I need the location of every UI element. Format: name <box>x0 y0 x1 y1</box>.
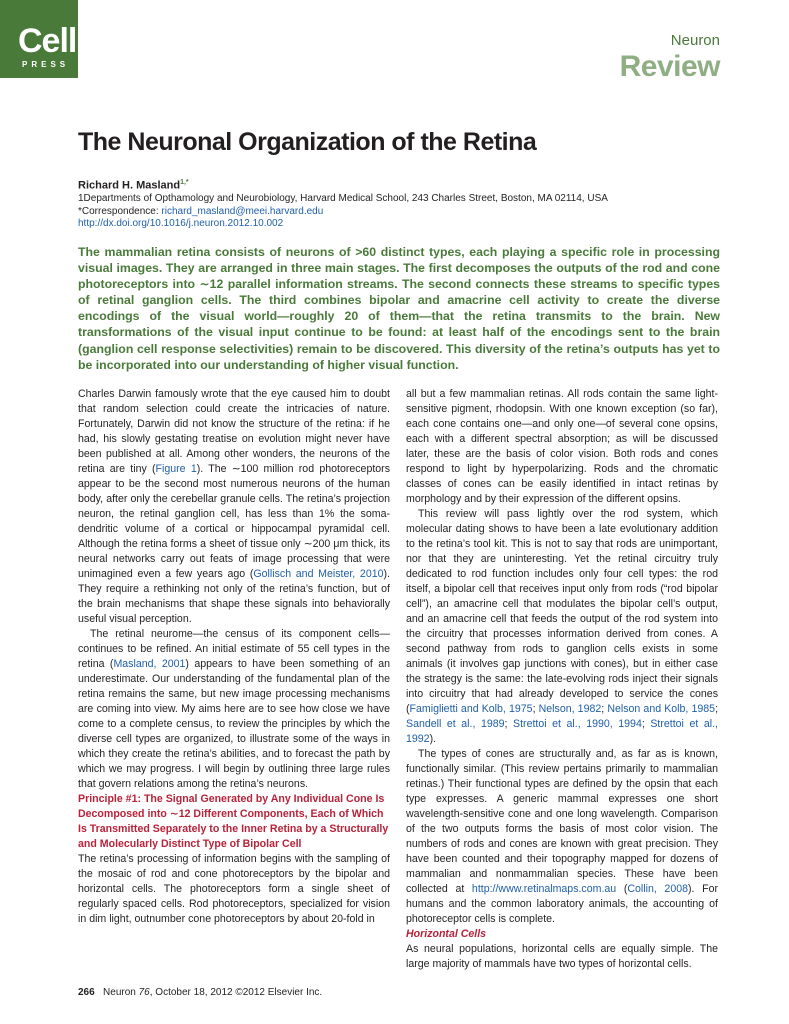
paragraph: Charles Darwin famously wrote that the eye caused him to doubt that random selection could create the intricacies of nature. Fortunately, Darwin did not know the structure of the retina: if he had, his slowly gestating treatise on evolution might never have been published at all. Among other wonders, the neurons of the retina are tiny (Figure 1). The ∼100 million rod photoreceptors appear to be the second most numerous neurons of the human body, after only the cerebellar granule cells. The retina’s projection neuron, the retinal ganglion cell, has less than 1% the soma-dendritic volume of a cortical or hippocampal pyramidal cell. Although the retina forms a sheet of tissue only ∼200 μm thick, its neural networks carry out feats of image processing that were unimagined even a few years ago (Gollisch and Meister, 2010). They require a rethinking not only of the retina’s function, but of the brain mechanisms that shape these signals into behaviorally useful visual perception. <box>78 388 391 625</box>
reference-link[interactable]: Gollisch and Meister, 2010 <box>253 568 384 580</box>
author-line <box>78 179 189 192</box>
paragraph: The types of cones are structurally and, as far as is known, functionally similar. (This review pertains primarily to mammalian retinas.) Their functional types are defined by the opsin that each type expresses. A generic mammal expresses one short wavelength-sensitive cone and one long wavelength. Comparison of the two outputs forms the basis of most color vision. The numbers of rods and cones are known with great precision. They have been counted and their topography mapped for dozens of mammalian and nonmammalian species. These have been collected at http://www.retinalmaps.com.au (Collin, 2008). For humans and the common laboratory animals, the accounting of photoreceptor cells is complete. <box>406 748 718 925</box>
subsection-heading: Horizontal Cells <box>406 928 487 940</box>
journal-name: Neuron <box>670 32 720 49</box>
reference-link[interactable]: Sandell et al., 1989 <box>406 718 505 730</box>
paragraph: The retinal neurome—the census of its component cells—continues to be refined. An initial estimate of 55 cell types in the retina (Masland, 2001) appears to have been something of an underestimate. Our understanding of the fundamental plan of the retina remains the same, but new image processing mechanisms are coming into view. My aims here are to see how close we have come to a complete census, to review the principles by which the diverse cell types are organized, to illustrate some of the ways in which they create the retina’s abilities, and to forecast the path by which we may progress. I will begin by outlining three large rules that govern relations among the retina’s neurons. <box>78 628 390 790</box>
paragraph: This review will pass lightly over the rod system, which molecular dating shows to have been a late evolutionary addition to the retina’s tool kit. This is not to say that rods are unimportant, nor that they are uninteresting. Yet the retinal circuitry truly dedicated to rod function includes only four cell types: the rod itself, a bipolar cell that receives input only from rods (“rod bipolar cell”), an amacrine cell that modulates the bipolar cell’s output, and an amacrine cell that feeds the output of the rod system into the circuitry that processes information derived from cones. A second pathway from rods to ganglion cells exists in some animals (it involves gap junctions with cones), but in either case the strategy is the same: the late-evolving rods inject their signals into circuitry that had already developed to service the cones (Famiglietti and Kolb, 1975; Nelson, 1982; Nelson and Kolb, 1985; Sandell et al., 1989; Strettoi et al., 1990, 1994; Strettoi et al., 1992). <box>406 508 719 745</box>
figure-link[interactable]: Figure 1 <box>155 463 197 475</box>
reference-link[interactable]: Masland, 2001 <box>113 658 186 670</box>
cell-press-logo <box>0 0 78 78</box>
affiliation: 1Departments of Opthamology and Neurobiology, Harvard Medical School, 243 Charles Street, Boston, MA 02114, USA <box>78 193 608 204</box>
volume: 76 <box>138 987 150 998</box>
reference-link[interactable]: Collin, 2008 <box>627 883 688 895</box>
reference-link[interactable]: Nelson and Kolb, 1985 <box>607 703 716 715</box>
author-name: Richard H. Masland <box>78 179 181 192</box>
page-number: 266 <box>78 987 95 998</box>
citation-prefix: Neuron <box>103 987 139 998</box>
paragraph: all but a few mammalian retinas. All rods contain the same light-sensitive pigment, rhodopsin. With one known exception (so far), each cone contains one—and only one—of several cone opsins, each with a different spectral absorption; as will be discussed later, these are the basis of color vision. Both rods and cones respond to light by hyperpolarizing. Rods and the chromatic classes of cones can be easily identified in intact retinas by morphology and by their expression of the different opsins. <box>406 388 718 505</box>
author-superscript: 1,* <box>180 179 189 186</box>
reference-link[interactable]: Nelson, 1982 <box>538 703 602 715</box>
section-label: Review <box>619 50 720 83</box>
correspondence-email-link[interactable]: richard_masland@meei.harvard.edu <box>161 205 324 217</box>
citation-suffix: , October 18, 2012 ©2012 Elsevier Inc. <box>149 987 323 998</box>
reference-link[interactable]: Strettoi et al., 1990, 1994 <box>513 718 642 730</box>
logo-press: PRESS <box>22 60 70 69</box>
abstract: The mammalian retina consists of neurons of >60 distinct types, each playing a specific role in processing visual images. They are arranged in three main stages. The first decomposes the outputs of the rod and cone photoreceptors into ∼12 parallel information streams. The second connects these streams to specific types of retinal ganglion cells. The third combines bipolar and amacrine cell activity to create the diverse encodings of the visual world—roughly 20 of them—that the retina transmits to the brain. New transformations of the visual input continue to be found: at least half of the encodings sent to the brain (ganglion cell response selectivities) remain to be discovered. This diversity of the retina’s outputs has yet to be incorporated into our understanding of higher visual function. <box>78 245 720 372</box>
logo-wordmark: Cell <box>18 22 77 60</box>
right-column <box>406 387 718 972</box>
doi-link[interactable]: http://dx.doi.org/10.1016/j.neuron.2012.10.002 <box>78 218 284 229</box>
page-footer <box>78 987 322 998</box>
section-heading: Principle #1: The Signal Generated by Any Individual Cone Is Decomposed into ∼12 Different Components, Each of Which Is Transmitted Separately to the Inner Retina by a Structurally and Molecularly Distinct Type of Bipolar Cell <box>78 793 389 850</box>
correspondence <box>78 206 608 219</box>
article-title: The Neuronal Organization of the Retina <box>78 128 537 156</box>
reference-link[interactable]: Strettoi et al., 1992 <box>406 718 718 745</box>
left-column <box>78 387 390 927</box>
paragraph: The retina’s processing of information begins with the sampling of the mosaic of rod and cone photoreceptors by the bipolar and horizontal cells. The photoreceptors form a single sheet of regularly spaced cells. Rod photoreceptors, specialized for vision in dim light, outnumber cone photoreceptors by about 20-fold in <box>78 853 390 925</box>
url-link[interactable]: http://www.retinalmaps.com.au <box>471 883 617 895</box>
correspondence-label: *Correspondence: <box>78 205 162 217</box>
reference-link[interactable]: Famiglietti and Kolb, 1975 <box>409 703 533 715</box>
paragraph: As neural populations, horizontal cells are equally simple. The large majority of mammals have two types of horizontal cells. <box>406 943 718 970</box>
affiliation-block <box>78 193 608 231</box>
